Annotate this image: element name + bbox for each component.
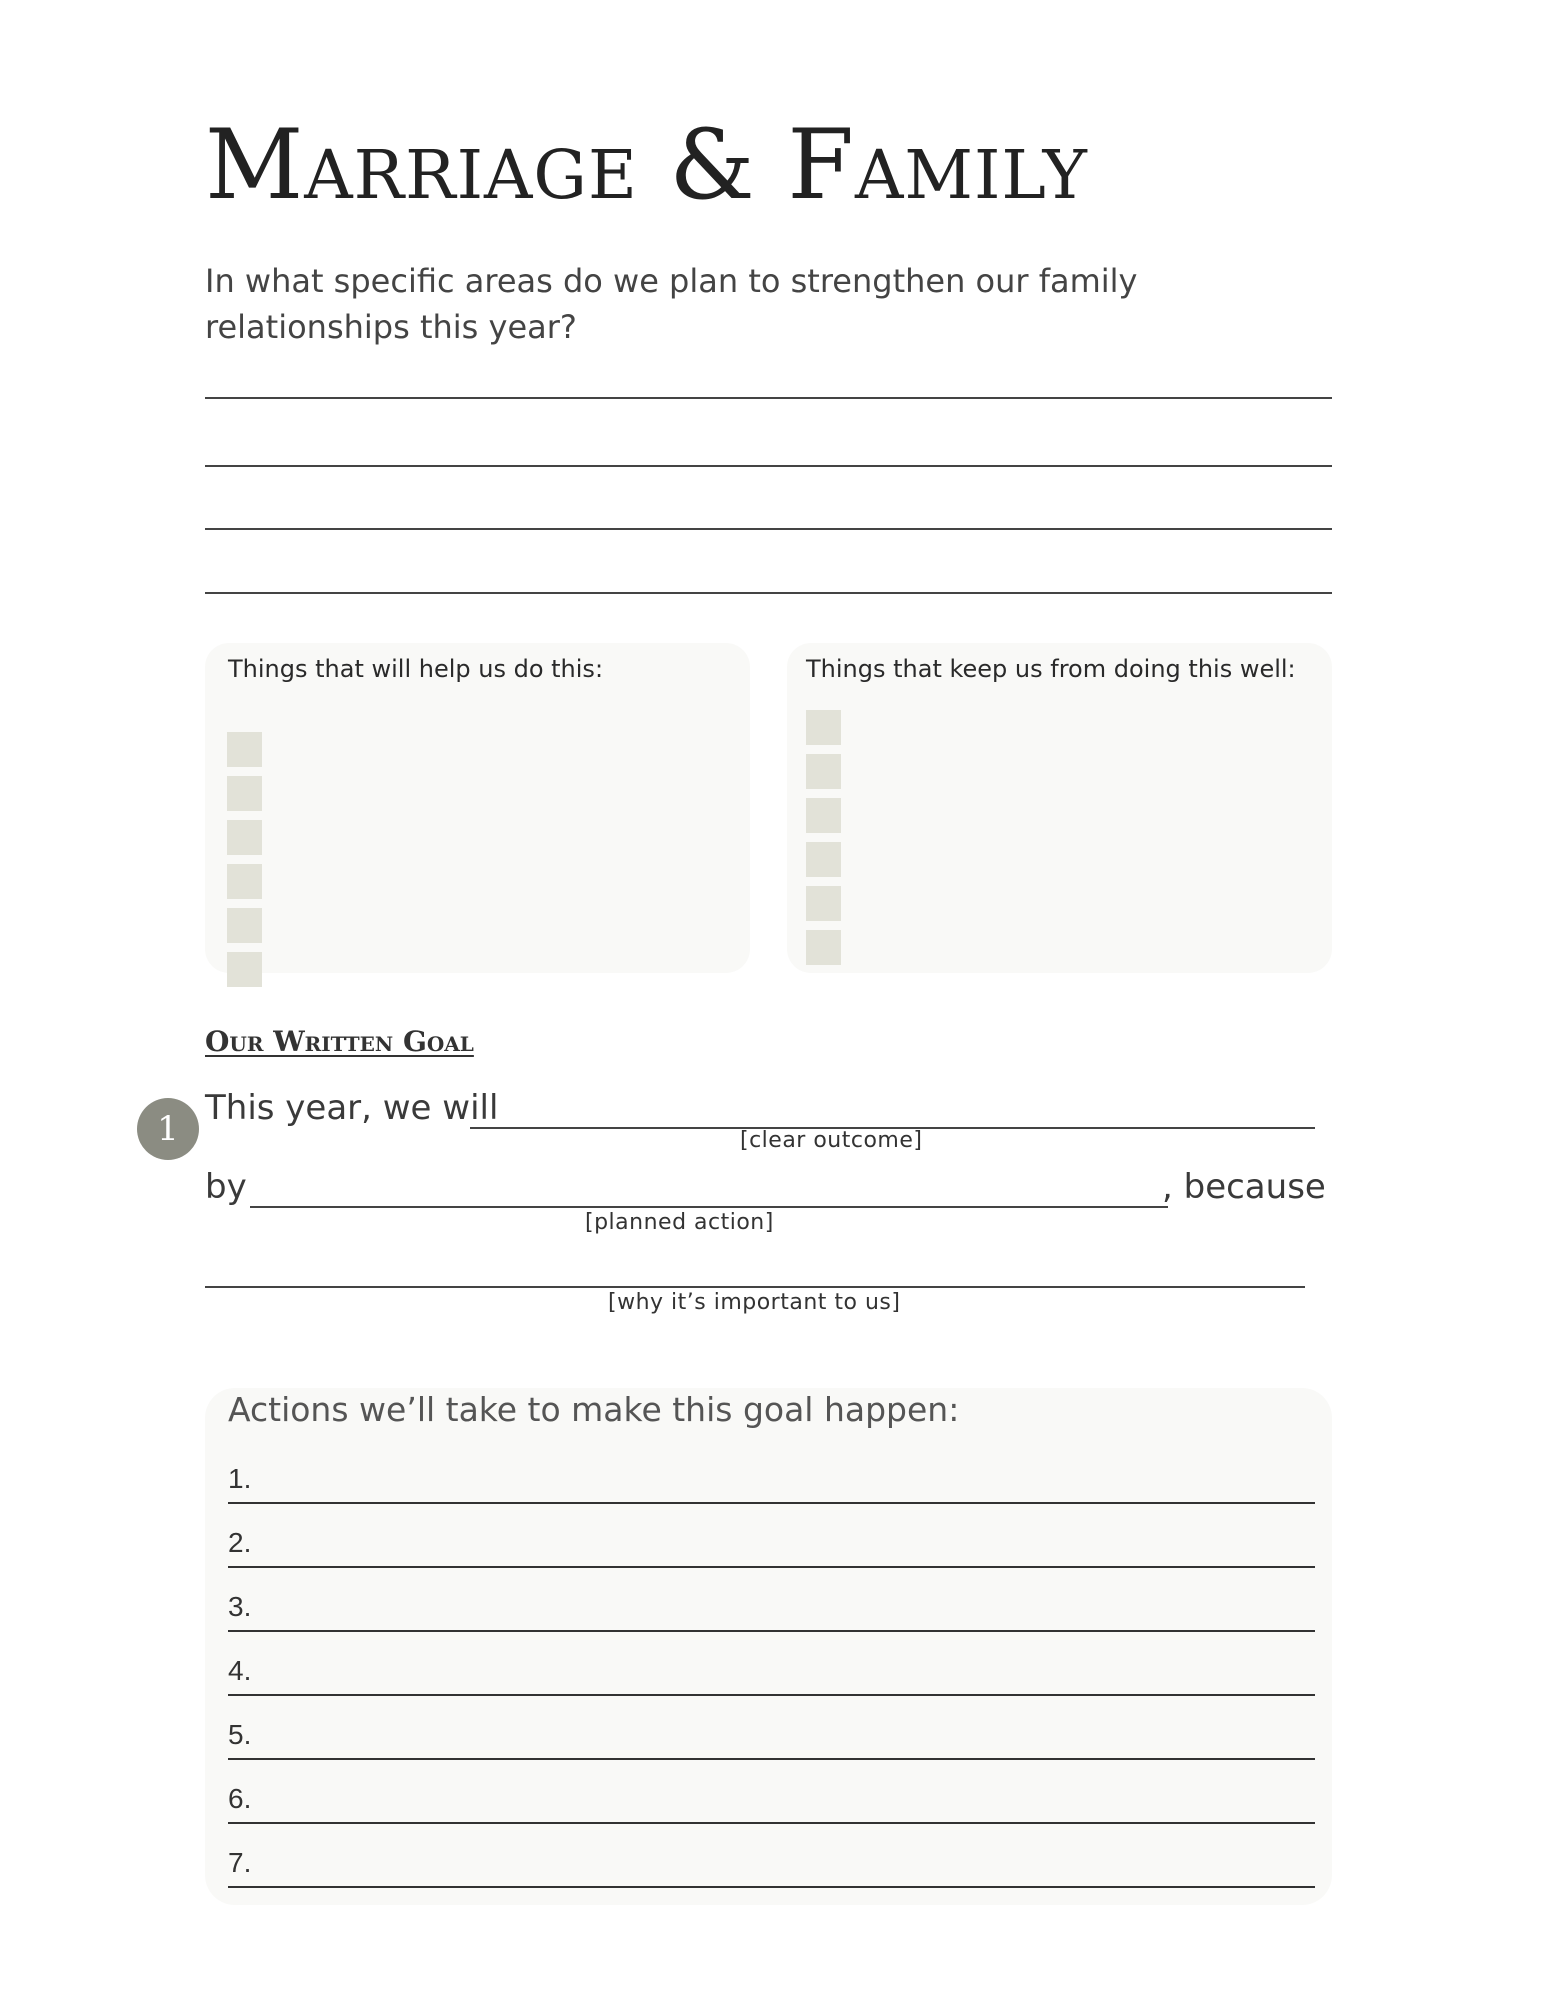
action-item-line[interactable] [228, 1502, 1315, 1504]
outcome-caption: [clear outcome] [740, 1128, 923, 1153]
action-item-line[interactable] [228, 1694, 1315, 1696]
goal-line2-suffix: , because [1162, 1167, 1326, 1207]
action-item-line[interactable] [228, 1822, 1315, 1824]
action-item-line[interactable] [228, 1630, 1315, 1632]
answer-line-3[interactable] [205, 528, 1332, 530]
action-item-number: 4. [228, 1655, 252, 1686]
hinder-checkbox[interactable] [806, 886, 841, 921]
answer-line-4[interactable] [205, 592, 1332, 594]
action-item-line[interactable] [228, 1566, 1315, 1568]
hinder-checkbox[interactable] [806, 930, 841, 965]
action-item-line[interactable] [228, 1758, 1315, 1760]
action-item-number: 2. [228, 1527, 252, 1558]
action-item-number: 3. [228, 1591, 252, 1622]
question-text: In what specific areas do we plan to strengthen our family relationships this year? [205, 262, 1138, 346]
help-checkbox[interactable] [227, 952, 262, 987]
action-item-number: 6. [228, 1783, 252, 1814]
hinder-checkbox[interactable] [806, 798, 841, 833]
hinder-checkbox[interactable] [806, 710, 841, 745]
hinder-checkbox[interactable] [806, 754, 841, 789]
hinder-box [787, 643, 1332, 973]
action-item-number: 5. [228, 1719, 252, 1750]
hinder-box-label: Things that keep us from doing this well: [806, 655, 1296, 683]
actions-box [205, 1388, 1332, 1905]
help-checkbox[interactable] [227, 732, 262, 767]
goal-heading: Our Written Goal [205, 1025, 474, 1058]
goal-line1-prefix: This year, we will [205, 1088, 499, 1128]
help-checkbox[interactable] [227, 864, 262, 899]
action-line[interactable] [250, 1206, 1168, 1208]
action-item-line[interactable] [228, 1886, 1315, 1888]
answer-line-2[interactable] [205, 465, 1332, 467]
help-checkbox[interactable] [227, 908, 262, 943]
page-title: Marriage & Family [205, 109, 1088, 221]
goal-line2-prefix: by [205, 1167, 247, 1207]
hinder-checkbox[interactable] [806, 842, 841, 877]
actions-heading: Actions we’ll take to make this goal happen: [228, 1390, 960, 1429]
goal-number-badge: 1 [137, 1098, 199, 1160]
action-item-number: 7. [228, 1847, 252, 1878]
answer-line-1[interactable] [205, 397, 1332, 399]
action-caption: [planned action] [585, 1210, 774, 1235]
reason-caption: [why it’s important to us] [608, 1290, 901, 1315]
action-item-number: 1. [228, 1463, 252, 1494]
help-checkbox[interactable] [227, 820, 262, 855]
reason-line[interactable] [205, 1286, 1305, 1288]
help-checkbox[interactable] [227, 776, 262, 811]
help-box [205, 643, 750, 973]
help-box-label: Things that will help us do this: [228, 655, 604, 683]
